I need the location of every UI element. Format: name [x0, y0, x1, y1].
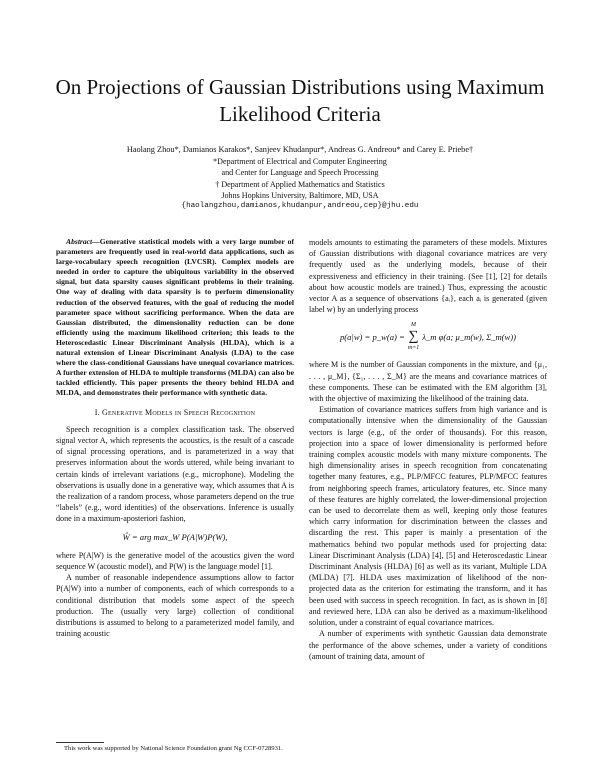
- body-paragraph: where M is the number of Gaussian components in the mixture, and {μ₁, . . . , μ_M}, {Σ₁, . . . , Σ_M} are the means and covariance matrices of these components. These can be estimated with the EM algorithm [3], with the objective of maximizing the likelihood of the training data.: [309, 360, 547, 404]
- equation-lhs: p(a|w) = p_w(a) =: [340, 331, 405, 342]
- abstract: [56, 237, 294, 399]
- affiliation-line: † Department of Applied Mathematics and Statistics: [215, 179, 385, 189]
- equation-map-decision: Ŵ = arg max_W P(A|W)P(W),: [122, 531, 228, 542]
- equation-rhs: λ_m φ(a; μ_m(w), Σ_m(w)): [422, 331, 516, 342]
- body-paragraph: A number of experiments with synthetic Gaussian data demonstrate the performance of the above schemes, under a variety of conditions (amount of training data, amount of: [309, 629, 547, 661]
- affiliations: [40, 156, 560, 212]
- abstract-text: —Generative statistical models with a very large number of parameters are frequently used in real-world data applications, such as large-vocabulary speech recognition (LVCSR). Complex models are needed in order to capture the ubiquitous variability in the observed signal, but data sparsity causes significant problems in their training. One way of dealing with data sparsity is to perform dimensionality reduction of the observed features, with the goal of reducing the model parameter space without sacrificing performance. When the data are Gaussian distributed, the dimensionality reduction can be done efficiently using the maximum likelihood criterion; this leads to the Heteroscedastic Linear Discriminant Analysis (HLDA), which is a natural extension of Linear Discriminant Analysis (LDA) to the case where the class-conditional Gaussians have unequal covariance matrices. A further extension of HLDA to multiple transforms (MLDA) can also be tackled efficiently. This paper presents the theory behind HLDA and MLDA, and demonstrates their performance with synthetic data.: [56, 237, 294, 398]
- left-column: [56, 237, 294, 639]
- section-heading: I. Generative Models in Speech Recognition: [94, 407, 256, 417]
- affiliation-line: Johns Hopkins University, Baltimore, MD, USA: [221, 190, 379, 200]
- body-paragraph: where P(A|W) is the generative model of the acoustics given the word sequence W (acoustic model), and P(W) is the language model [1].: [56, 550, 294, 571]
- abstract-label: Abstract: [66, 237, 93, 246]
- body-paragraph: models amounts to estimating the parameters of these models. Mixtures of Gaussian distributions with diagonal covariance matrices are very frequently used as the underlying models, because of their expressiveness and efficiency in their training. (See [1], [2] for details about how acoustic models are trained.) Thus, expressing the acoustic vector A as a sequence of observations {aᵢ}, each aᵢ is generated (given label w) by an underlying process: [309, 238, 547, 315]
- affiliation-line: *Department of Electrical and Computer Engineering: [213, 157, 387, 166]
- sum-upper-limit: M: [411, 322, 416, 329]
- sum-lower-limit: m=1: [407, 345, 420, 352]
- summation-symbol: [408, 321, 419, 353]
- body-paragraph: Estimation of covariance matrices suffers from high variance and is computationally intensive when the dimensionality of the Gaussian vectors is large (e.g., of the order of thousands). For this reason, projection into a space of lower dimensionality is performed before training complex acoustic models with many mixture components. The high dimensionality arises in speech recognition from concatenating together many features, e.g., PLP/MFCC features, PLP/MFCC features from neighboring speech frames, articulatory features, etc. Since many of these features are highly correlated, the lower-dimensional projection can be used to decorrelate them as well, keeping only those features which carry information for discrimination between the classes and discarding the rest. This paper is mainly a presentation of the mathematics behind two popular methods used for projecting data: Linear Discriminant Analysis (LDA) [4], [5] and Heteroscedastic Linear Discriminant Analysis (HLDA) [6] as well as its variant, Multiple LDA (MLDA) [7]. HLDA uses maximization of likelihood of the non-projected data as the criterion for estimating the transform, and it has been used with success in speech recognition. In fact, as is shown in [8] and reviewed here, LDA can also be derived as a maximum-likelihood solution, under a constraint of equal covariance matrices.: [309, 405, 547, 628]
- equation-gaussian-mixture: [309, 321, 547, 353]
- footnote-divider: [56, 742, 104, 743]
- body-paragraph: Speech recognition is a complex classification task. The observed signal vector A, which represents the acoustics, is the result of a cascade of signal processing operations, and is parameterized in a way that preserves information about the words uttered, while being invariant to certain kinds of irrelevant variations (e.g., microphone). Modeling the observations is usually done in a generative way, which assumes that A is the realization of a random process, whose parameters depend on the true “labels” (e.g., word identities) of the observations. Inference is usually done in a maximum-aposteriori fashion,: [56, 424, 294, 524]
- affiliation-line: and Center for Language and Speech Processing: [221, 168, 379, 178]
- body-paragraph: A number of reasonable independence assumptions allow to factor P(A|W) into a number of components, each of which corresponds to a conditional distribution that models some aspect of the speech production. The (usually very large) collection of conditional distributions is assumed to belong to a parameterized model family, and training acoustic: [56, 573, 294, 639]
- author-emails: {haolangzhou,damianos,khudanpur,andreou,cep}@jhu.edu: [181, 202, 419, 211]
- funding-footnote: This work was supported by National Science Foundation grant Ng CCF-0728931.: [64, 745, 283, 752]
- right-column: [309, 237, 547, 662]
- paper-title: On Projections of Gaussian Distributions using Maximum Likelihood Criteria: [55, 75, 545, 126]
- author-list: Haolang Zhou*, Damianos Karakos*, Sanjeev Khudanpur*, Andreas G. Andreou* and Carey E. Priebe†: [126, 145, 474, 154]
- sigma-glyph: ∑: [408, 329, 419, 345]
